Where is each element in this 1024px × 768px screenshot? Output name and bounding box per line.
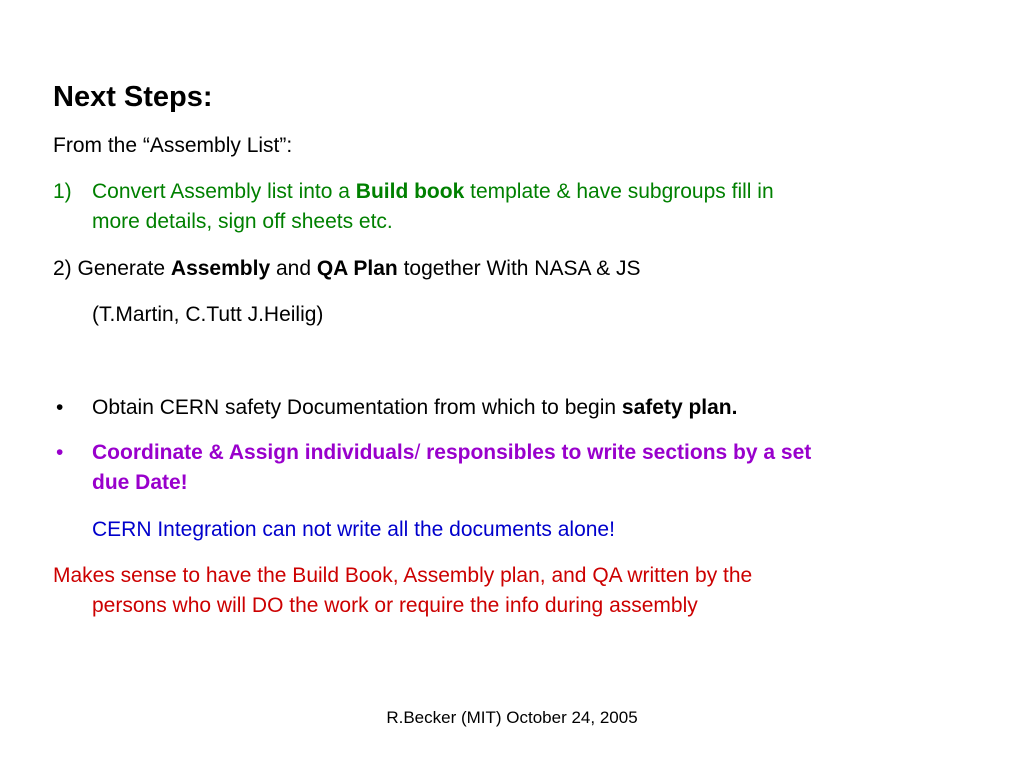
integration-note: CERN Integration can not write all the documents alone!	[92, 518, 615, 541]
bullet-2-rest: responsibles to write sections by a set	[420, 441, 812, 464]
item-2-bold-qa-plan: QA Plan	[316, 257, 398, 280]
item-2-prefix: 2) Generate	[53, 257, 171, 280]
bullet-2-line-2: due Date!	[92, 471, 188, 494]
item-2-suffix: together With NASA & JS	[397, 257, 641, 280]
item-1-line-1	[92, 177, 774, 207]
bullet-2-line-1	[92, 438, 811, 468]
slide-title: Next Steps:	[53, 81, 213, 113]
item-2-names: (T.Martin, C.Tutt J.Heilig)	[92, 303, 324, 326]
bullet-1-plain: Obtain CERN safety Documentation from which to begin	[92, 396, 622, 419]
item-1-bold: Build book	[355, 180, 465, 203]
closing-line-2: persons who will DO the work or require the info during assembly	[92, 594, 698, 617]
item-1-text-before: Convert Assembly list into a	[92, 180, 356, 203]
bullet-icon: •	[56, 441, 64, 464]
bullet-2-bold: Coordinate & Assign individuals	[92, 441, 415, 464]
item-2-line-1	[53, 254, 641, 284]
bullet-2-slash: /	[414, 441, 421, 464]
intro-text: From the “Assembly List”:	[53, 134, 293, 157]
bullet-icon: •	[56, 396, 64, 419]
bullet-1-bold: safety plan.	[621, 396, 738, 419]
item-2-mid: and	[270, 257, 317, 280]
item-2-bold-assembly: Assembly	[170, 257, 271, 280]
closing-line-1: Makes sense to have the Build Book, Assembly plan, and QA written by the	[53, 564, 753, 587]
bullet-1-text	[92, 393, 737, 423]
item-1-line-2: more details, sign off sheets etc.	[92, 210, 393, 233]
item-1-text-after: template & have subgroups fill in	[464, 180, 774, 203]
item-1-number: 1)	[53, 180, 72, 203]
slide-footer: R.Becker (MIT) October 24, 2005	[386, 708, 638, 727]
